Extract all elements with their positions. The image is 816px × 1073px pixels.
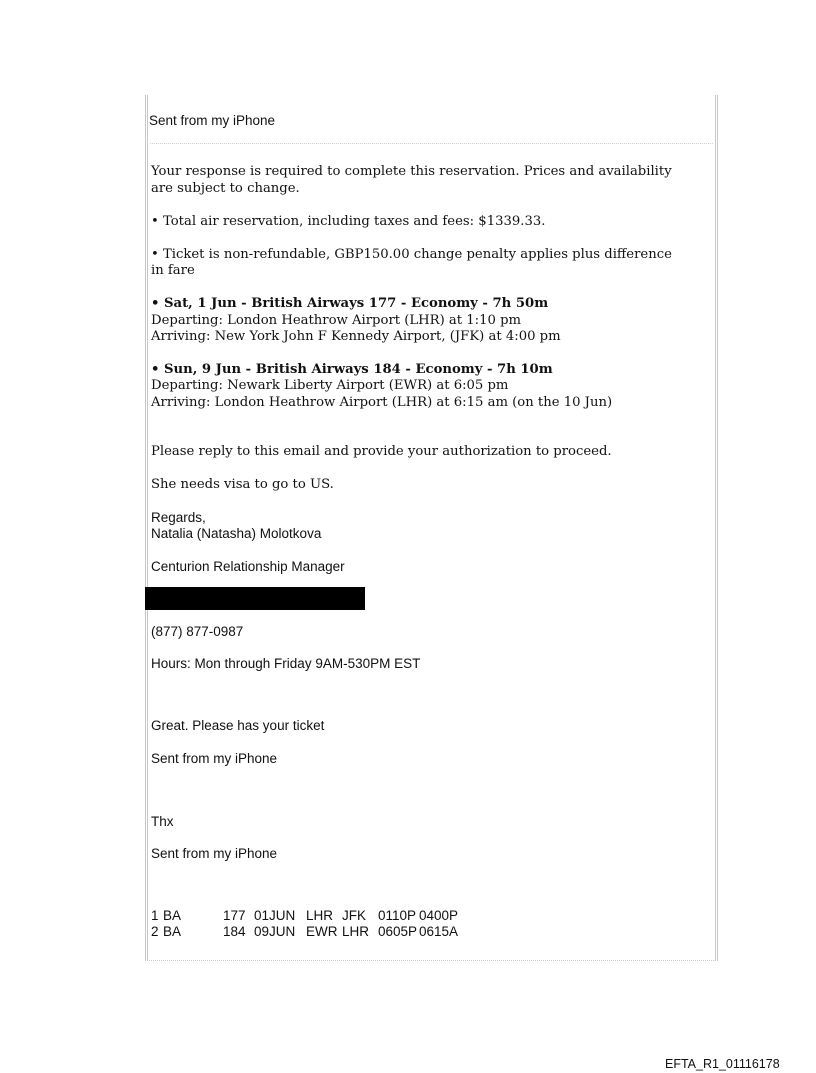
signature-hours: Hours: Mon through Friday 9AM-530PM EST — [151, 656, 421, 671]
itinerary-from: LHR — [306, 908, 334, 923]
ticket-bullet-line-1: • Ticket is non-refundable, GBP150.00 change penalty applies plus difference — [151, 247, 672, 262]
flight-2-departing: Departing: Newark Liberty Airport (EWR) at 6:05 pm — [151, 378, 509, 393]
itinerary-row-1 — [151, 908, 458, 923]
itinerary-arr: 0400P — [419, 908, 459, 923]
itinerary-flight: 177 — [223, 908, 246, 923]
document-id: EFTA_R1_01116178 — [665, 1057, 780, 1071]
flight-1-title: • Sat, 1 Jun - British Airways 177 - Economy - 7h 50m — [151, 296, 549, 311]
signature-name: Natalia (Natasha) Molotkova — [151, 526, 322, 541]
ticket-bullet-line-2: in fare — [151, 263, 195, 278]
itinerary-num: 2 — [151, 924, 159, 939]
itinerary-date: 01JUN — [254, 908, 296, 923]
signature-role: Centurion Relationship Manager — [151, 559, 345, 574]
itinerary-num: 1 — [151, 908, 159, 923]
total-bullet: • Total air reservation, including taxes and fees: $1339.33. — [151, 214, 546, 229]
itinerary-to: LHR — [342, 924, 370, 939]
itinerary-flight: 184 — [223, 924, 246, 939]
signature-phone: (877) 877-0987 — [151, 624, 244, 639]
reply-2-sent-from: Sent from my iPhone — [151, 846, 278, 861]
flight-1-arriving: Arriving: New York John F Kennedy Airport, (JFK) at 4:00 pm — [151, 329, 561, 344]
itinerary-arr: 0615A — [419, 924, 459, 939]
reservation-box — [150, 143, 713, 960]
flight-2-arriving: Arriving: London Heathrow Airport (LHR) at 6:15 am (on the 10 Jun) — [151, 395, 613, 410]
itinerary-dep: 0605P — [378, 924, 418, 939]
itinerary-from: EWR — [306, 924, 338, 939]
intro-line-2: are subject to change. — [151, 181, 300, 196]
redaction-bar — [145, 587, 365, 610]
itinerary-airline: BA — [163, 924, 182, 939]
reply-1-text: Great. Please has your ticket — [151, 718, 325, 733]
signature-regards: Regards, — [151, 510, 206, 525]
itinerary-row-2 — [151, 924, 458, 939]
visa-note: She needs visa to go to US. — [151, 477, 334, 492]
itinerary-to: JFK — [342, 908, 367, 923]
itinerary-date: 09JUN — [254, 924, 296, 939]
flight-2-title: • Sun, 9 Jun - British Airways 184 - Economy - 7h 10m — [151, 362, 553, 377]
reply-2-text: Thx — [151, 814, 174, 829]
itinerary-airline: BA — [163, 908, 182, 923]
sent-from-label: Sent from my iPhone — [149, 113, 276, 128]
itinerary-dep: 0110P — [378, 908, 417, 923]
flight-1-departing: Departing: London Heathrow Airport (LHR) at 1:10 pm — [151, 313, 522, 328]
intro-line-1: Your response is required to complete this reservation. Prices and availability — [151, 164, 672, 179]
reply-request: Please reply to this email and provide your authorization to proceed. — [151, 444, 612, 459]
reply-1-sent-from: Sent from my iPhone — [151, 751, 278, 766]
